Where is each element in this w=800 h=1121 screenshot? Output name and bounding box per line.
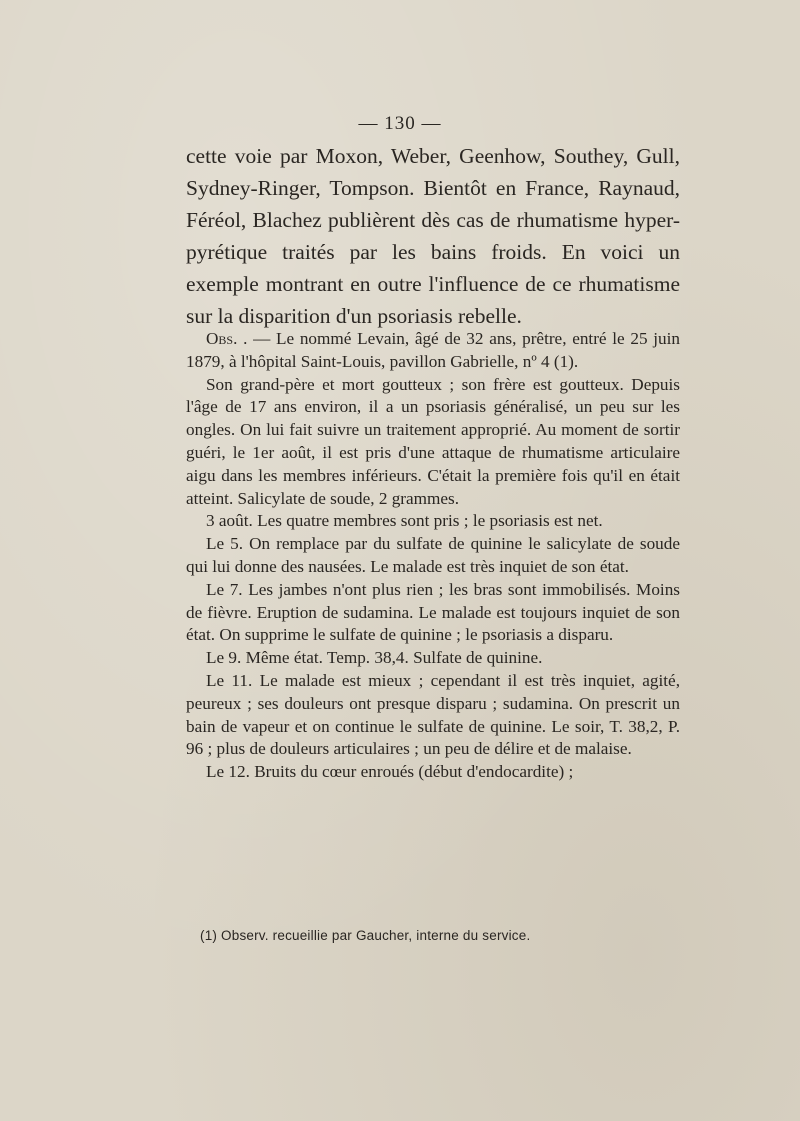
observation-paragraph: Son grand-père et mort goutteux ; son frère est goutteux. Depuis l'âge de 17 ans environ, il a un psoriasis généralisé, un peu sur les ongles. On lui fait suivre un traitement approprié. Au moment de sortir guéri, le 1er août, il est pris d'une attaque de rhumatisme articulaire aigu dans les membres inférieurs. C'était la première fois qu'il en était atteint. Salicylate de soude, 2 grammes. — [186, 374, 680, 508]
observation-paragraph: Le 5. On remplace par du sulfate de quinine le salicylate de soude qui lui donne des nausées. Le malade est très inquiet de son état. — [186, 534, 680, 576]
intro-paragraph: cette voie par Moxon, Weber, Geenhow, Southey, Gull, Sydney-Ringer, Tompson. Bientôt en France, Raynaud, Féréol, Blachez publièrent dès cas de rhumatisme hyper-pyrétique traités par les bains froids. En voici un exemple montrant en outre l'influence de ce rhumatisme sur la disparition d'un psoriasis rebelle. — [186, 144, 680, 328]
observation-paragraph: Le 12. Bruits du cœur enroués (début d'endocardite) ; — [206, 762, 574, 782]
page-number: — 130 — — [358, 113, 442, 134]
observation-intro: . — Le nommé Levain, âgé de 32 ans, prêtre, entré le 25 juin 1879, à l'hôpital Saint-Louis, pavillon Gabrielle, nº 4 (1). — [186, 329, 680, 371]
intro-paragraph-block — [186, 140, 680, 332]
observation-paragraph: Le 9. Même état. Temp. 38,4. Sulfate de quinine. — [206, 648, 543, 668]
observation-paragraph: Le 11. Le malade est mieux ; cependant il est très inquiet, agité, peureux ; ses douleurs ont presque disparu ; sudamina. On prescrit un bain de vapeur et on continue le sulfate de quinine. Le soir, T. 38,2, P. 96 ; plus de douleurs articulaires ; un peu de délire et de malaise. — [186, 670, 680, 759]
observation-paragraph: 3 août. Les quatre membres sont pris ; le psoriasis est net. — [206, 511, 603, 531]
footnote: (1) Observ. recueillie par Gaucher, interne du service. — [200, 928, 531, 943]
observation-block — [186, 328, 680, 784]
observation-label: Obs. — [206, 329, 238, 348]
observation-paragraph: Le 7. Les jambes n'ont plus rien ; les bras sont immobilisés. Moins de fièvre. Eruption de sudamina. Le malade est toujours inquiet de son état. On supprime le sulfate de quinine ; le psoriasis a disparu. — [186, 579, 680, 645]
observation-heading-paragraph — [186, 328, 680, 374]
